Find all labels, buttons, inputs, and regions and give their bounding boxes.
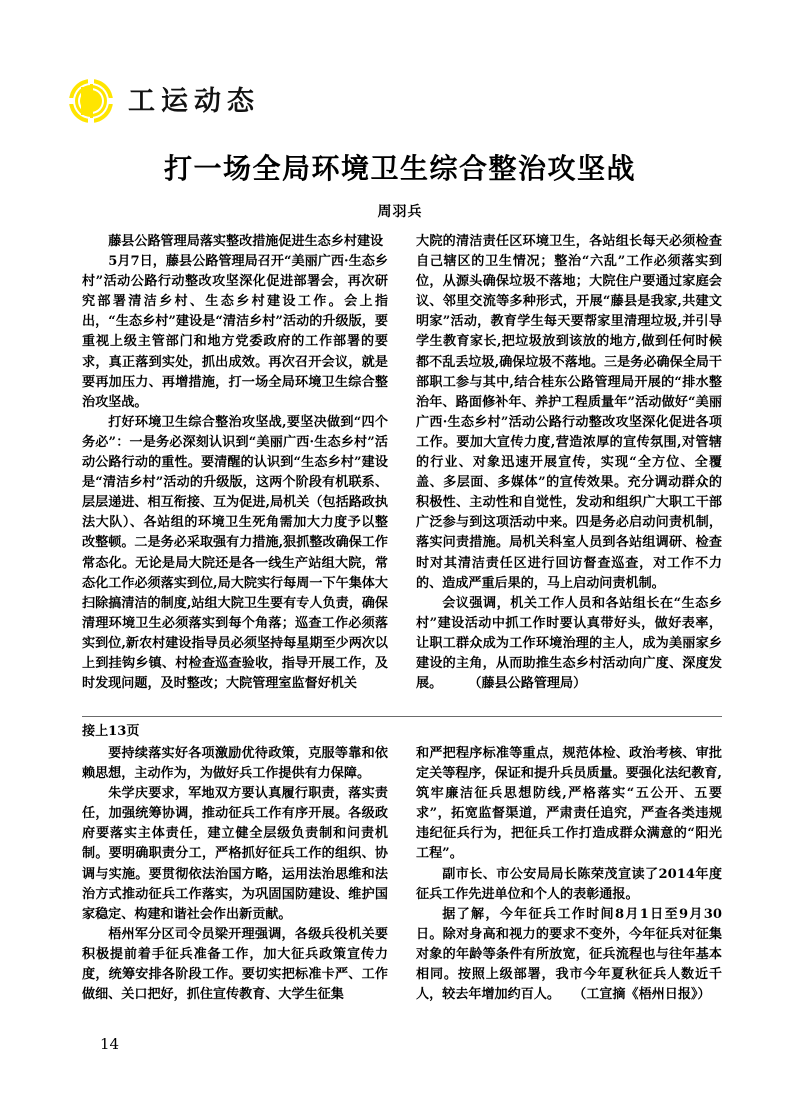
paragraph: 梧州军分区司令员梁开理强调，各级兵役机关要积极提前着手征兵准备工作，加大征兵政策宣传力度，统筹安排各阶段工作。要切实把标准卡严、工作做细、关口把好，抓住宣传教育、大学生征集 [82,926,388,1003]
page-number: 14 [100,1035,120,1053]
union-emblem-logo-icon [68,78,114,124]
continued-left-column [82,744,388,1005]
article-left-column [82,232,388,694]
masthead-title: 工运动态 [128,85,260,117]
page-title: 打一场全局环境卫生综合整治攻坚战 [163,152,636,185]
article-right-column [416,232,722,694]
paragraph: 藤县公路管理局落实整改措施促进生态乡村建设 [108,234,384,249]
paragraph: 朱学庆要求，军地双方要认真履行职责，落实责任，加强统筹协调，推动征兵工作有序开展。各级政府要落实主体责任，建立健全层级负责制和问责机制。要明确职责分工，严格抓好征兵工作的组织、协调与实施。要贯彻依法治国方略，运用法治思维和法治方式推动征兵工作落实，为巩固国防建设、维护国家稳定、构建和谐社会作出新贡献。 [82,786,388,922]
masthead [68,78,260,124]
paragraph: 打好环境卫生综合整治攻坚战,要坚决做到“四个务必”：一是务必深刻认识到“美丽广西·生态乡村”活动公路行动的重性。要清醒的认识到“生态乡村”建设是“清洁乡村”活动的升级版，这两个阶段有机联系、层层递进、相互衔接、互为促进,局机关（包括路政执法大队）、各站组的环境卫生死角需加大力度予以整改整顿。二是务必采取强有力措施,狠抓整改确保工作常态化。无论是局大院还是各一线生产站组大院，常态化工作必须落实到位,局大院实行每周一下午集体大扫除搞清洁的制度,站组大院卫生要有专人负责，确保清理环境卫生必须落实到每个角落；巡查工作必须落实到位,新农村建设指导员必须坚持每星期至少两次以上到挂钩乡镇、村检查巡查验收，指导开展工作，及时发现问题，及时整改；大院管理室监督好机关 [82,414,388,692]
paragraph: 据了解，今年征兵工作时间8月1日至9月30日。除对身高和视力的要求不变外，今年征兵对征集对象的年龄等条件有所放宽，征兵流程也与往年基本相同。按照上级部署，我市今年夏秋征兵人数近千人，较去年增加约百人。 （工宣摘《梧州日报》） [416,906,722,1003]
article-byline: 周羽兵 [377,204,423,220]
paragraph: 5月7日，藤县公路管理局召开“美丽广西·生态乡村”活动公路行动整改攻坚深化促进部署会，再次研究部署清洁乡村、生态乡村建设工作。会上指出，“生态乡村”建设是“清洁乡村”活动的升级版，要重视上级主管部门和地方党委政府的工作部署的要求，真正落到实处，抓出成效。再次召开会议，就是要再加压力、再增措施，打一场全局环境卫生综合整治攻坚战。 [82,254,388,410]
continued-right-column [416,744,722,1005]
paragraph: 会议强调，机关工作人员和各站组长在“生态乡村”建设活动中抓工作时要认真带好头，做好表率，让职工群众成为工作环境治理的主人，成为美丽家乡建设的主角，从而助推生态乡村活动向广度、深度发展。 （藤县公路管理局） [416,595,722,692]
article-body-columns [82,232,722,694]
continuation-note: 接上13页 [82,724,140,739]
paragraph: 大院的清洁责任区环境卫生，各站组长每天必须检查自己辖区的卫生情况；整治“六乱”工作必须落实到位，从源头确保垃圾不落地；大院住户要通过家庭会议、邻里交流等多种形式，开展“藤县是我家,共建文明家”活动，教育学生每天要帮家里清理垃圾,并引导学生教育家长,把垃圾放到该放的地方,做到任何时候都不乱丢垃圾,确保垃圾不落地。三是务必确保全局干部职工参与其中,结合桂东公路管理局开展的“排水整治年、路面修补年、养护工程质量年”活动做好“美丽广西·生态乡村”活动公路行动整改攻坚深化促进各项工作。要加大宣传力度,营造浓厚的宣传氛围,对管辖的行业、对象迅速开展宣传，实现“全方位、全覆盖、多层面、多媒体”的宣传效果。充分调动群众的积极性、主动性和自觉性，发动和组织广大职工干部广泛参与到这项活动中来。四是务必启动问责机制，落实问责措施。局机关科室人员到各站组调研、检查时对其清洁责任区进行回访督查巡查，对工作不力的、造成严重后果的，马上启动问责机制。 [416,234,722,591]
paragraph: 要持续落实好各项激励优待政策，克服等靠和依赖思想，主动作为，为做好兵工作提供有力保障。 [82,746,388,782]
paragraph: 副市长、市公安局局长陈荣茂宣读了2014年度征兵工作先进单位和个人的表彰通报。 [416,866,722,902]
paragraph: 和严把程序标准等重点，规范体检、政治考核、审批定关等程序，保证和提升兵员质量。要强化法纪教育,筑牢廉洁征兵思想防线,严格落实“五公开、五要求”，拓宽监督渠道，严肃责任追究，严查各类违规违纪征兵行为，把征兵工作打造成群众满意的“阳光工程”。 [416,746,722,862]
section-divider [82,716,722,717]
continued-article-columns [82,744,722,1005]
